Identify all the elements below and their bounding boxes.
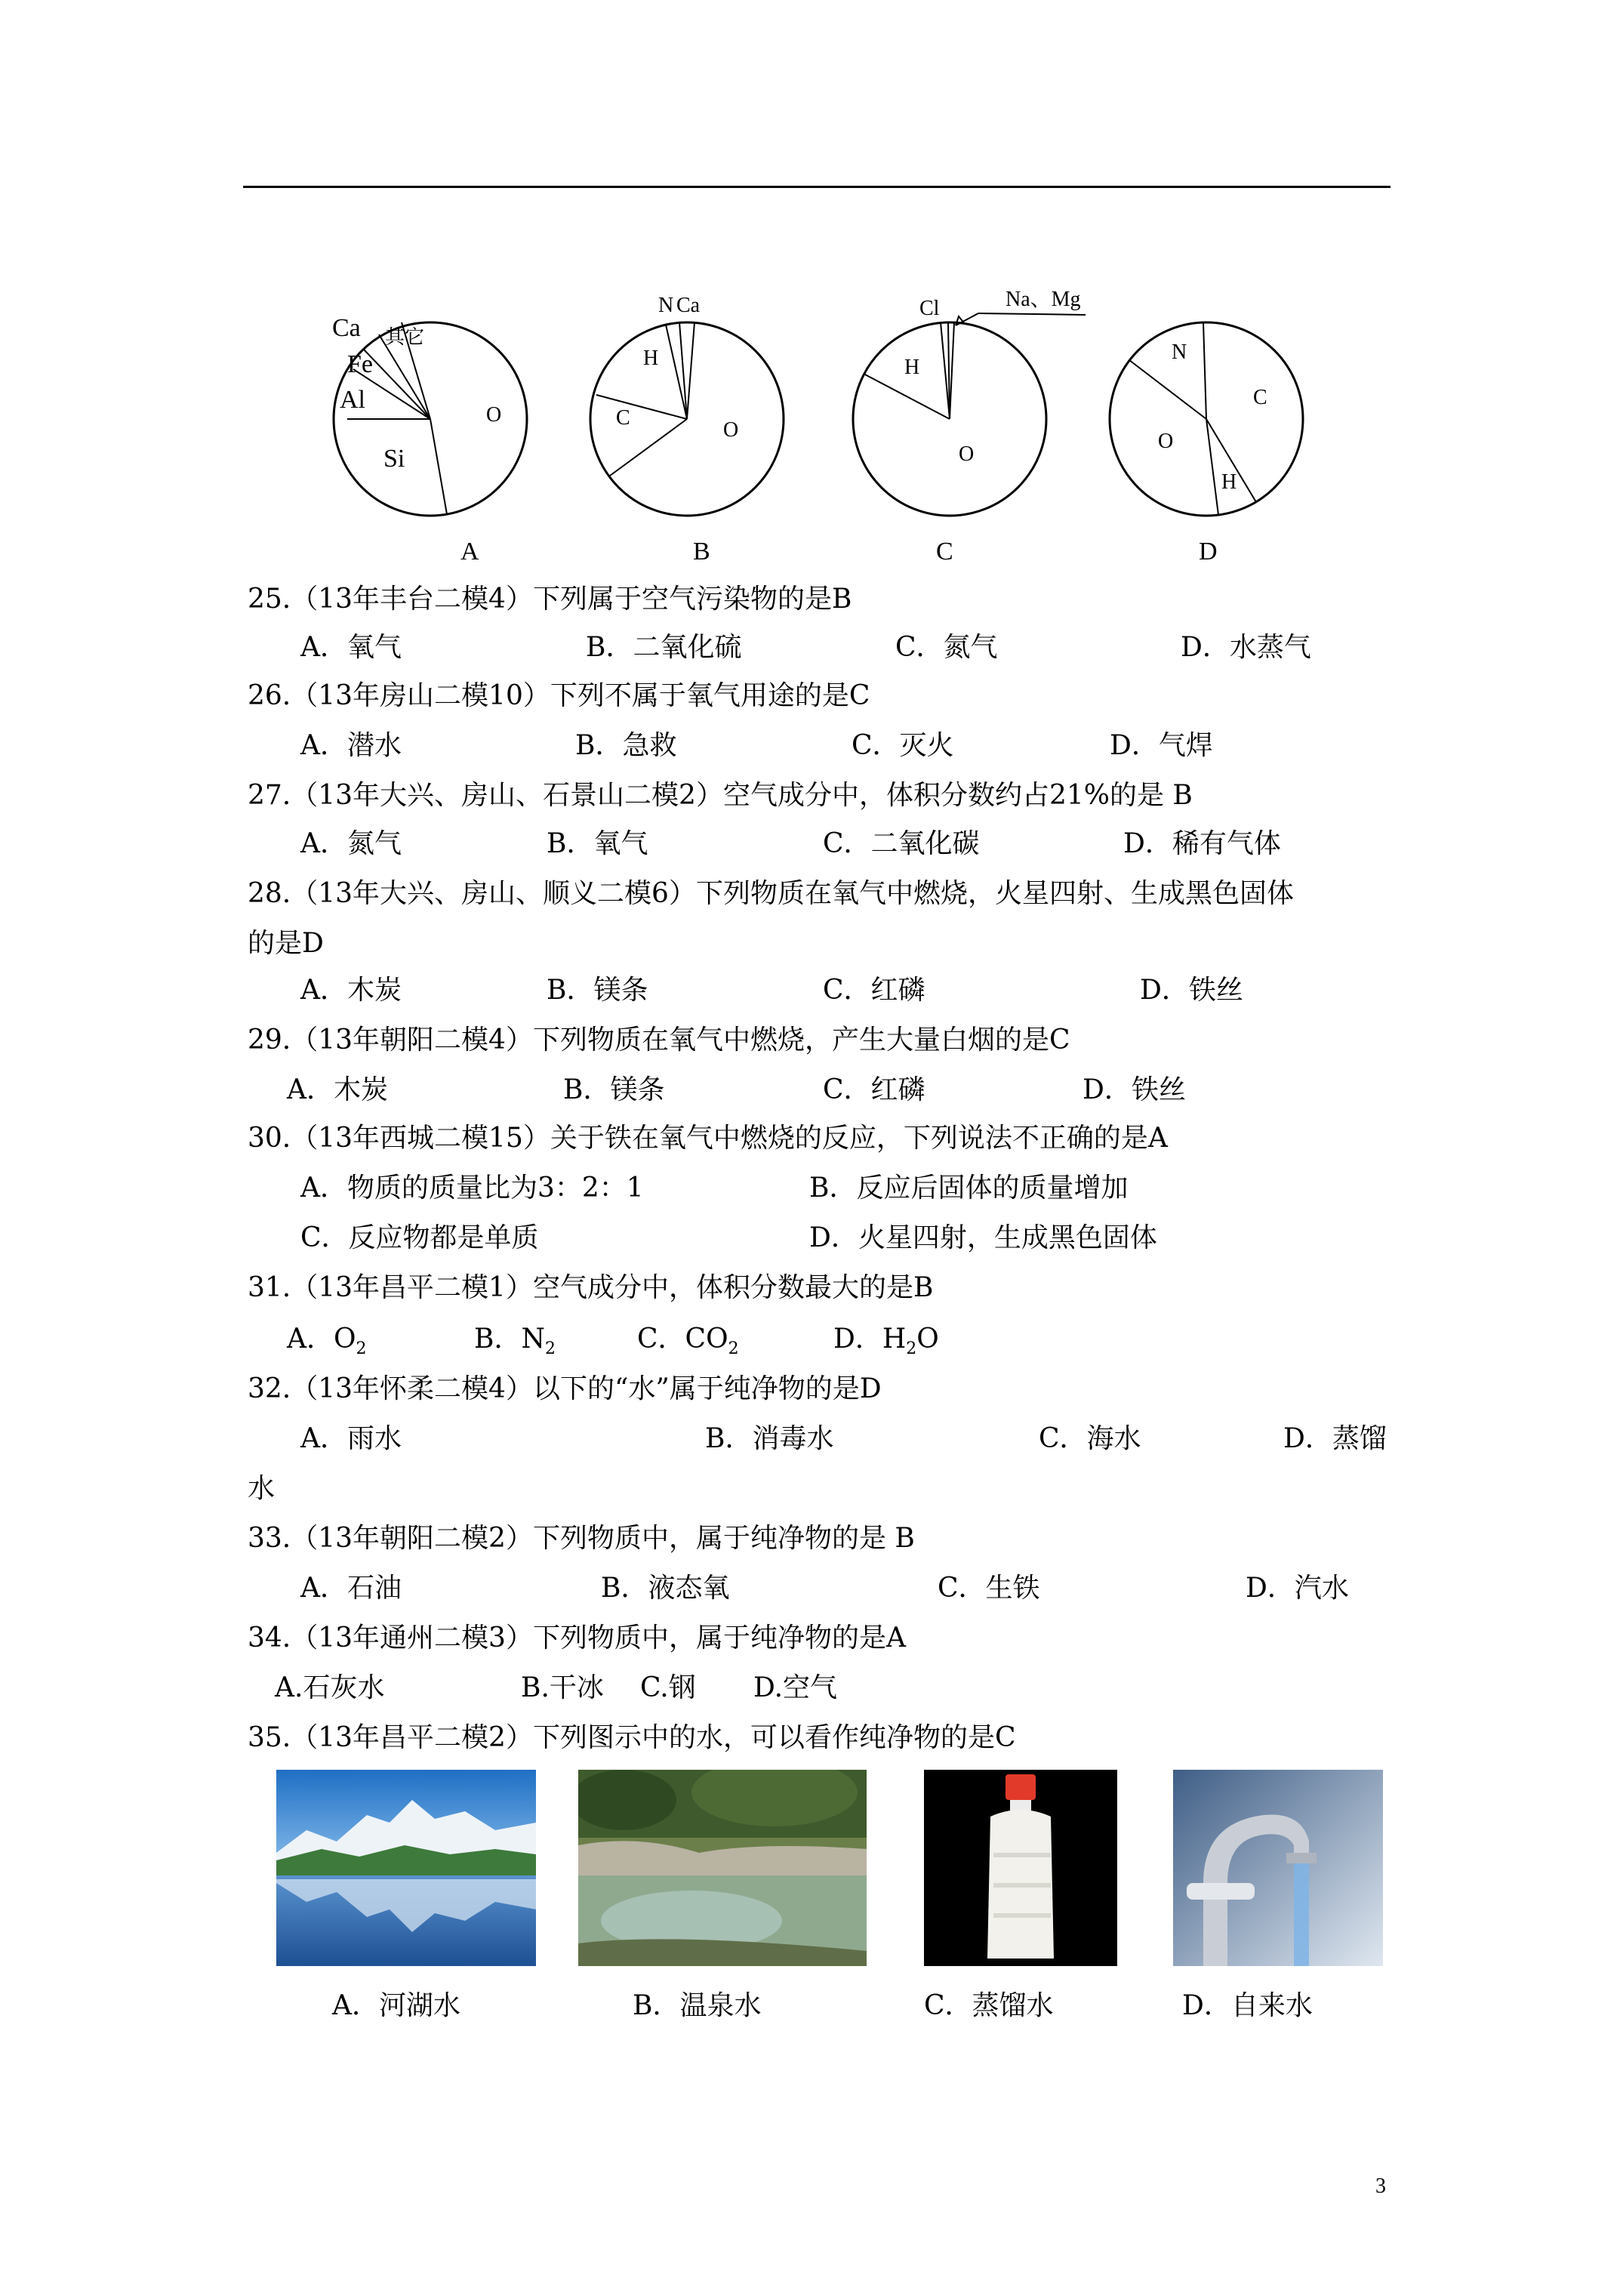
question-29-option-d: D．铁丝 bbox=[1083, 1074, 1186, 1105]
question-31-option-b bbox=[474, 1323, 556, 1366]
question-26-option-a: A．潜水 bbox=[300, 730, 402, 761]
question-34-option-c: C.钢 bbox=[640, 1672, 696, 1703]
question-28-option-a: A．木炭 bbox=[300, 975, 402, 1006]
question-28-stem-continued: 的是D bbox=[248, 928, 324, 959]
pie-b-label-o: O bbox=[723, 418, 739, 442]
pie-a-label-fe: Fe bbox=[347, 350, 373, 378]
page-number: 3 bbox=[1375, 2174, 1386, 2198]
pie-b-label-c: C bbox=[616, 406, 630, 430]
photo-caption-d: D．自来水 bbox=[1182, 1990, 1313, 2021]
question-26-option-c: C．灭火 bbox=[852, 730, 954, 761]
question-32-option-d-continued: 水 bbox=[248, 1473, 276, 1504]
question-26-option-b: B．急救 bbox=[575, 730, 677, 761]
question-30-option-b: B．反应后固体的质量增加 bbox=[809, 1173, 1129, 1203]
question-31-option-c-sub: 2 bbox=[728, 1339, 739, 1358]
pie-b-label-h: H bbox=[643, 347, 659, 370]
question-27-option-a: A．氮气 bbox=[300, 828, 402, 859]
pie-a-label-ca: Ca bbox=[332, 314, 361, 342]
question-33-option-b: B．液态氧 bbox=[601, 1573, 730, 1604]
question-31-option-a bbox=[287, 1323, 367, 1366]
photo-distilled-water-bottle bbox=[924, 1770, 1117, 1966]
question-30-option-c: C．反应物都是单质 bbox=[300, 1222, 539, 1253]
question-32-option-b: B．消毒水 bbox=[705, 1423, 834, 1454]
pie-b-label-ca: Ca bbox=[676, 294, 701, 317]
question-28-stem: 28.（13年大兴、房山、顺义二模6）下列物质在氧气中燃烧，火星四射、生成黑色固体 bbox=[248, 878, 1294, 909]
pie-option-b: B bbox=[693, 538, 710, 566]
question-31-option-a-sub: 2 bbox=[356, 1339, 367, 1358]
pie-chart-a bbox=[332, 306, 566, 540]
question-34-option-d: D.空气 bbox=[753, 1672, 838, 1703]
question-28-option-b: B．镁条 bbox=[547, 975, 648, 1006]
question-31-option-c-text: C．CO bbox=[637, 1324, 728, 1354]
photo-hot-spring bbox=[578, 1770, 867, 1966]
question-34-stem: 34.（13年通州二模3）下列物质中，属于纯净物的是A bbox=[248, 1623, 906, 1653]
question-31-stem: 31.（13年昌平二模1）空气成分中，体积分数最大的是B bbox=[248, 1272, 934, 1303]
pie-chart-b bbox=[589, 294, 823, 540]
question-31-option-b-text: B．N bbox=[474, 1324, 545, 1354]
question-26-stem: 26.（13年房山二模10）下列不属于氧气用途的是C bbox=[248, 680, 870, 711]
question-27-stem: 27.（13年大兴、房山、石景山二模2）空气成分中，体积分数约占21%的是 B bbox=[248, 780, 1193, 811]
question-32-stem: 32.（13年怀柔二模4）以下的“水”属于纯净物的是D bbox=[248, 1373, 882, 1404]
question-27-option-b: B．氧气 bbox=[547, 828, 648, 859]
question-27-option-d: D．稀有气体 bbox=[1123, 828, 1281, 859]
question-31-option-d bbox=[833, 1323, 939, 1366]
question-25-stem: 25.（13年丰台二模4）下列属于空气污染物的是B bbox=[248, 584, 852, 615]
question-25-option-d: D．水蒸气 bbox=[1181, 632, 1311, 663]
pie-c-label-h: H bbox=[904, 356, 920, 379]
pie-d-label-n: N bbox=[1172, 341, 1187, 364]
question-33-option-d: D．汽水 bbox=[1246, 1573, 1349, 1604]
pie-chart-d bbox=[1108, 306, 1342, 540]
pie-option-d: D bbox=[1199, 538, 1218, 566]
pie-c-label-na-mg: Na、Mg bbox=[1006, 288, 1081, 311]
question-29-option-a: A．木炭 bbox=[287, 1074, 388, 1105]
question-33-stem: 33.（13年朝阳二模2）下列物质中，属于纯净物的是 B bbox=[248, 1523, 915, 1554]
question-32-option-a: A．雨水 bbox=[300, 1423, 402, 1454]
photo-lake-mountains bbox=[276, 1770, 536, 1966]
pie-c-label-o: O bbox=[959, 442, 975, 466]
photo-caption-a: A．河湖水 bbox=[332, 1990, 460, 2021]
question-35-stem: 35.（13年昌平二模2）下列图示中的水，可以看作纯净物的是C bbox=[248, 1722, 1016, 1753]
photo-tap-water-faucet bbox=[1173, 1770, 1383, 1966]
pie-d-label-c: C bbox=[1253, 386, 1267, 409]
pie-a-label-o: O bbox=[486, 403, 502, 427]
question-30-option-d: D．火星四射，生成黑色固体 bbox=[809, 1222, 1157, 1253]
header-rule bbox=[243, 186, 1390, 188]
pie-c-label-cl: Cl bbox=[919, 297, 940, 320]
pie-option-a: A bbox=[460, 538, 479, 566]
question-26-option-d: D．气焊 bbox=[1110, 730, 1213, 761]
pie-b-label-n: N bbox=[658, 294, 674, 317]
photo-caption-c: C．蒸馏水 bbox=[924, 1990, 1054, 2021]
question-25-option-c: C．氮气 bbox=[895, 632, 998, 663]
photo-caption-b: B．温泉水 bbox=[633, 1990, 762, 2021]
question-27-option-c: C．二氧化碳 bbox=[823, 828, 980, 859]
question-25-option-a: A．氧气 bbox=[300, 632, 402, 663]
pie-d-label-h: H bbox=[1221, 470, 1237, 494]
question-34-option-b: B.干冰 bbox=[521, 1672, 604, 1703]
question-30-option-a: A．物质的质量比为3：2：1 bbox=[300, 1173, 644, 1203]
pie-chart-c bbox=[852, 288, 1086, 540]
question-31-option-d-text: D．H bbox=[833, 1324, 907, 1354]
question-31-option-d-sub: 2 bbox=[906, 1339, 917, 1358]
question-32-option-c: C．海水 bbox=[1039, 1423, 1141, 1454]
question-31-option-a-text: A．O bbox=[287, 1324, 356, 1354]
question-29-stem: 29.（13年朝阳二模4）下列物质在氧气中燃烧，产生大量白烟的是C bbox=[248, 1025, 1070, 1056]
question-33-option-a: A．石油 bbox=[300, 1573, 402, 1604]
question-25-option-b: B．二氧化硫 bbox=[586, 632, 742, 663]
question-28-option-d: D．铁丝 bbox=[1140, 975, 1243, 1006]
pie-a-label-si: Si bbox=[383, 445, 405, 473]
question-31-option-c bbox=[637, 1323, 739, 1366]
question-28-option-c: C．红磷 bbox=[823, 975, 925, 1006]
pie-a-label-other: 其它 bbox=[385, 326, 425, 349]
pie-d-label-o: O bbox=[1158, 430, 1174, 453]
question-34-option-a: A.石灰水 bbox=[275, 1672, 385, 1703]
pie-a-label-al: Al bbox=[340, 386, 365, 414]
pie-option-c: C bbox=[936, 538, 953, 566]
question-30-stem: 30.（13年西城二模15）关于铁在氧气中燃烧的反应，下列说法不正确的是A bbox=[248, 1123, 1168, 1154]
question-32-option-d: D．蒸馏 bbox=[1283, 1423, 1387, 1454]
question-31-option-b-sub: 2 bbox=[544, 1339, 556, 1358]
question-31-option-d-tail: O bbox=[916, 1324, 939, 1354]
question-29-option-b: B．镁条 bbox=[563, 1074, 665, 1105]
question-29-option-c: C．红磷 bbox=[823, 1074, 925, 1105]
question-33-option-c: C．生铁 bbox=[938, 1573, 1040, 1604]
